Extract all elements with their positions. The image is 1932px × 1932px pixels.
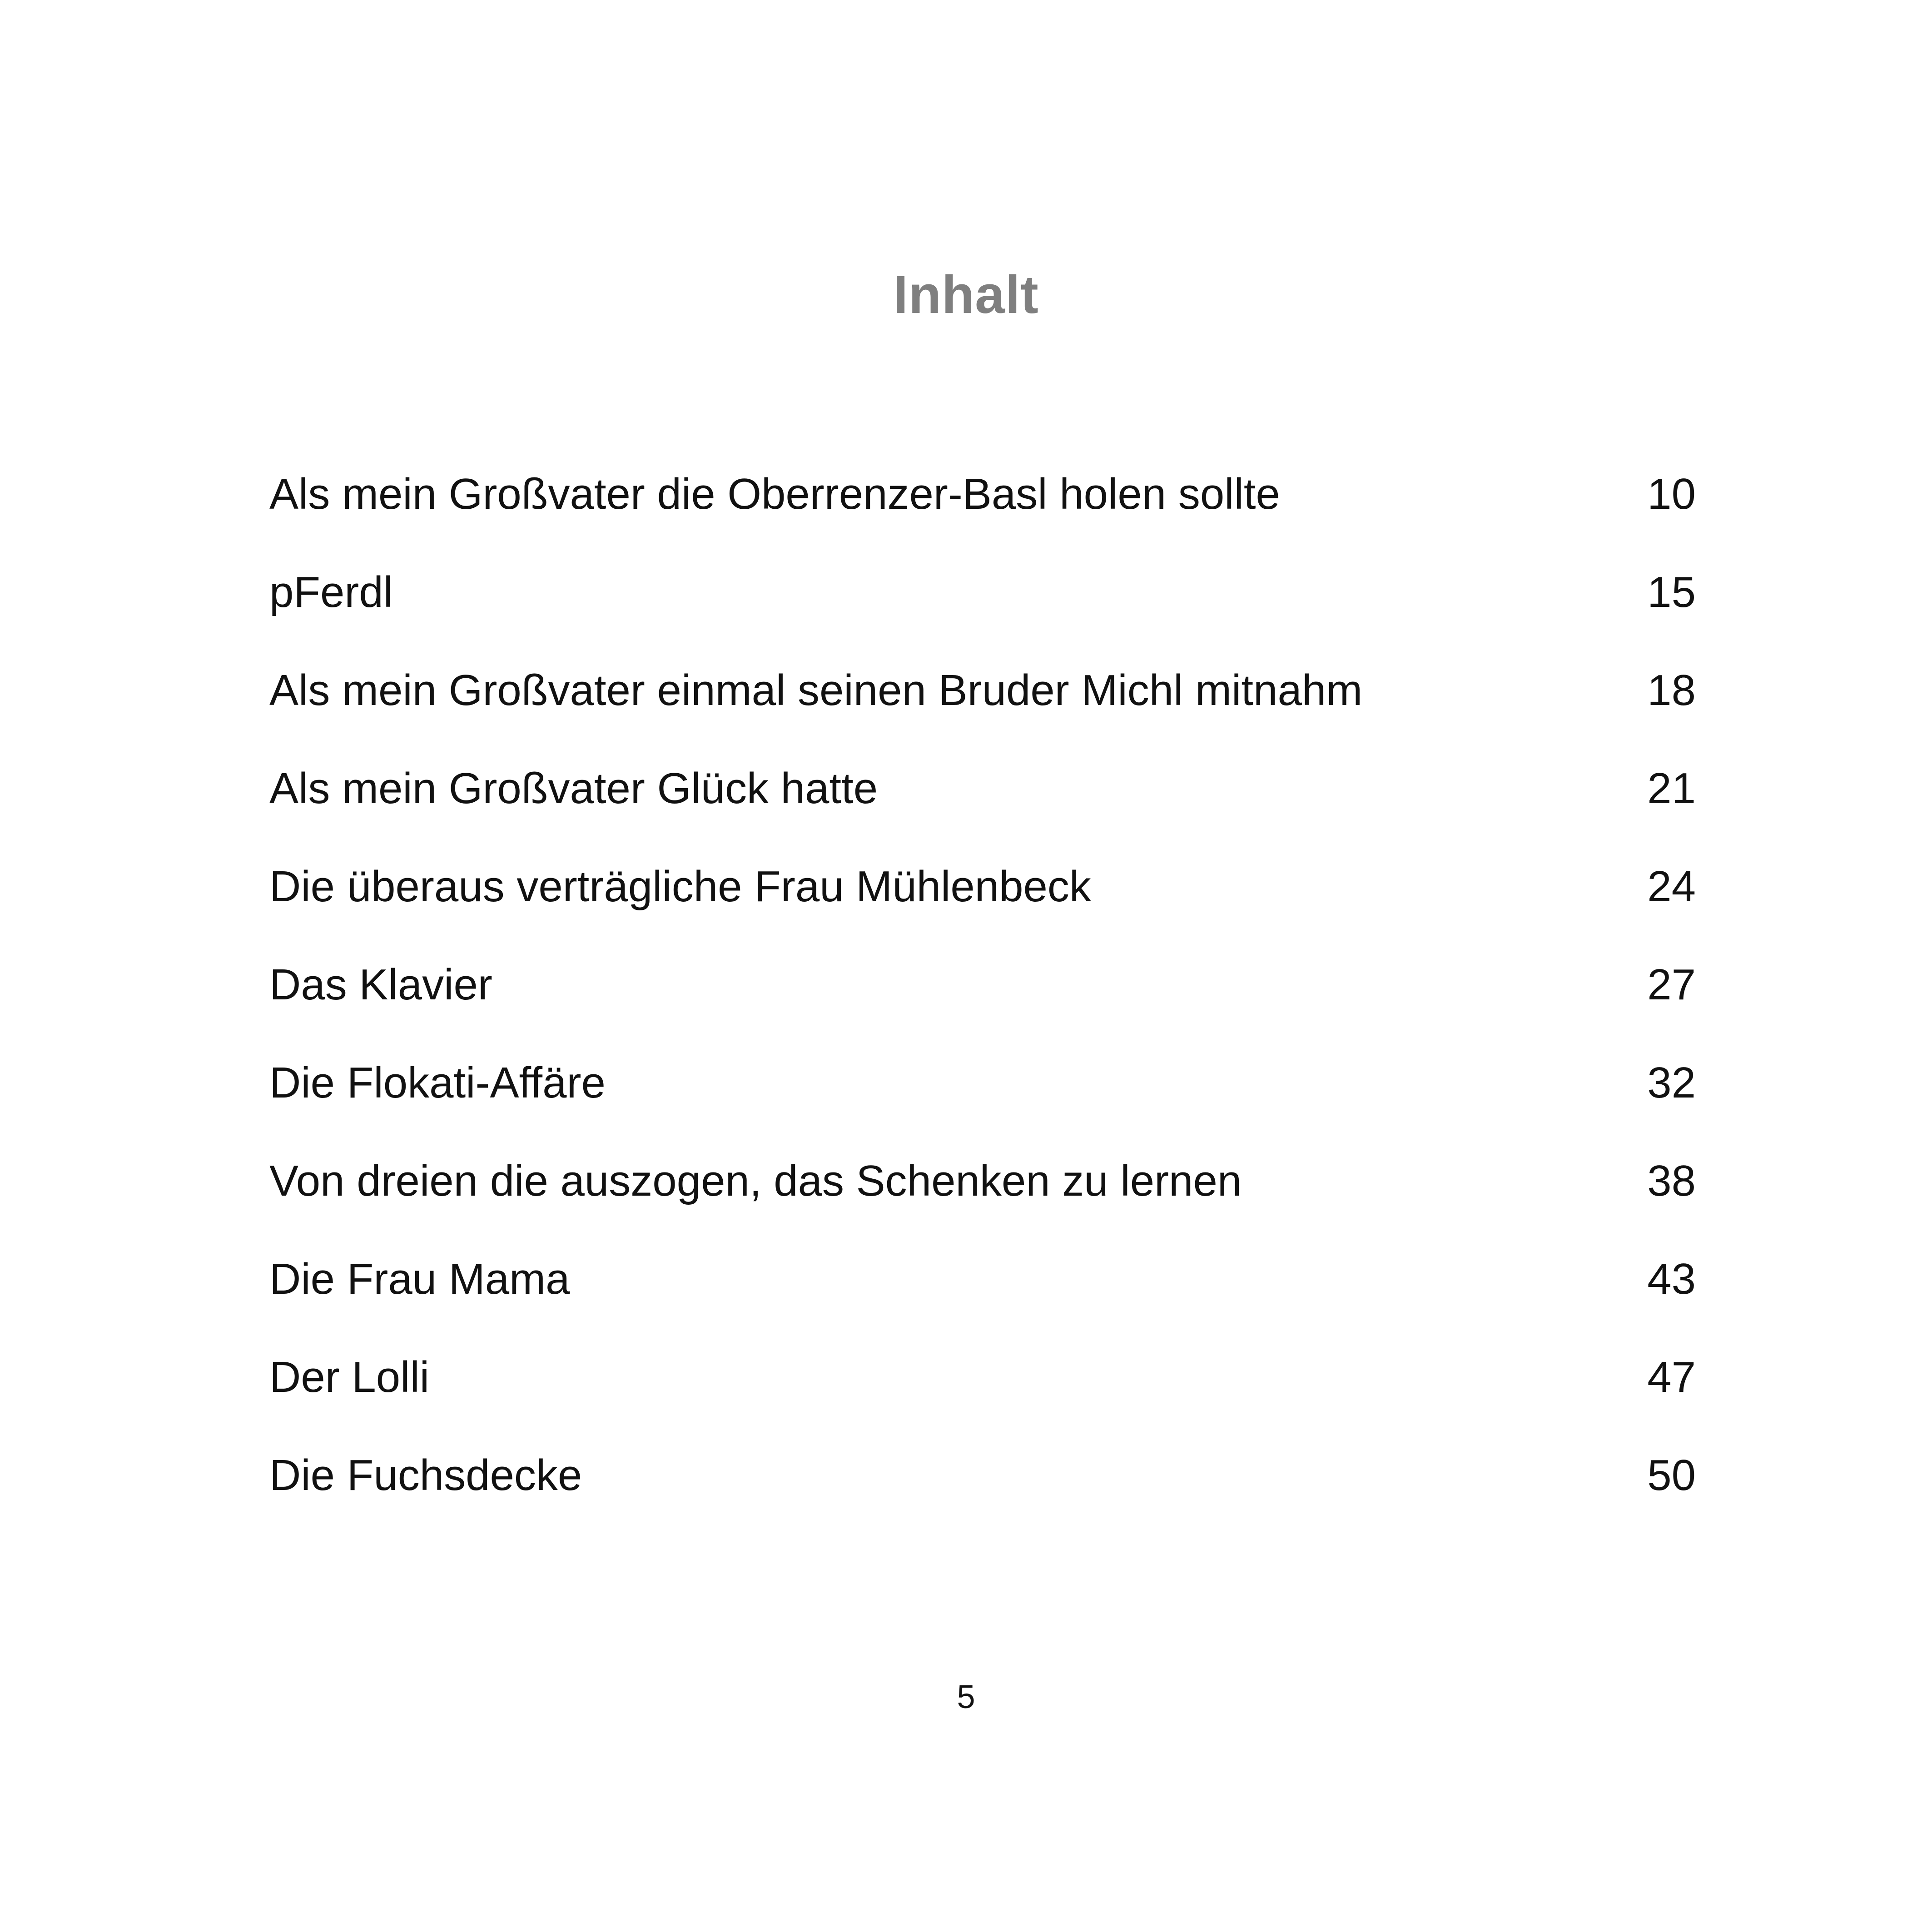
- toc-entry: [269, 568, 1696, 669]
- toc-entry-page: 32: [1647, 1058, 1696, 1107]
- toc-entry-title: Das Klavier: [269, 960, 492, 1009]
- toc-entry-page: 10: [1647, 470, 1696, 518]
- page-number: 5: [957, 1679, 975, 1715]
- toc-heading: Inhalt: [893, 265, 1039, 325]
- toc-entry-title: Von dreien die auszogen, das Schenken zu lernen: [269, 1157, 1242, 1205]
- toc-entry: [269, 764, 1696, 865]
- toc-entry: [269, 1257, 1696, 1356]
- toc-entry-page: 21: [1647, 764, 1696, 813]
- toc-entry-page: 50: [1647, 1451, 1696, 1500]
- table-of-contents: [269, 472, 1696, 1552]
- toc-entry: [269, 1451, 1696, 1552]
- toc-entry: [269, 1159, 1696, 1257]
- toc-entry-page: 15: [1647, 568, 1696, 616]
- toc-entry: [269, 1353, 1696, 1454]
- toc-entry: [269, 862, 1696, 963]
- toc-entry: [269, 472, 1696, 571]
- toc-entry-title: pFerdl: [269, 568, 393, 616]
- toc-entry-page: 47: [1647, 1353, 1696, 1401]
- toc-entry-title: Die Frau Mama: [269, 1255, 570, 1303]
- toc-entry-title: Als mein Großvater einmal seinen Bruder Michl mitnahm: [269, 666, 1363, 715]
- toc-entry-title: Die Fuchsdecke: [269, 1451, 582, 1500]
- toc-entry-title: Die überaus verträgliche Frau Mühlenbeck: [269, 862, 1091, 911]
- toc-entry-page: 38: [1647, 1157, 1696, 1205]
- toc-entry-title: Der Lolli: [269, 1353, 430, 1401]
- toc-entry: [269, 666, 1696, 767]
- toc-entry-page: 43: [1647, 1255, 1696, 1303]
- toc-entry-page: 18: [1647, 666, 1696, 715]
- toc-entry-title: Als mein Großvater Glück hatte: [269, 764, 878, 813]
- toc-entry-page: 24: [1647, 862, 1696, 911]
- toc-entry: [269, 960, 1696, 1061]
- toc-entry-page: 27: [1647, 960, 1696, 1009]
- toc-entry-title: Die Flokati-Affäre: [269, 1058, 606, 1107]
- toc-entry: [269, 1058, 1696, 1159]
- toc-entry-title: Als mein Großvater die Oberrenzer-Basl holen sollte: [269, 470, 1280, 518]
